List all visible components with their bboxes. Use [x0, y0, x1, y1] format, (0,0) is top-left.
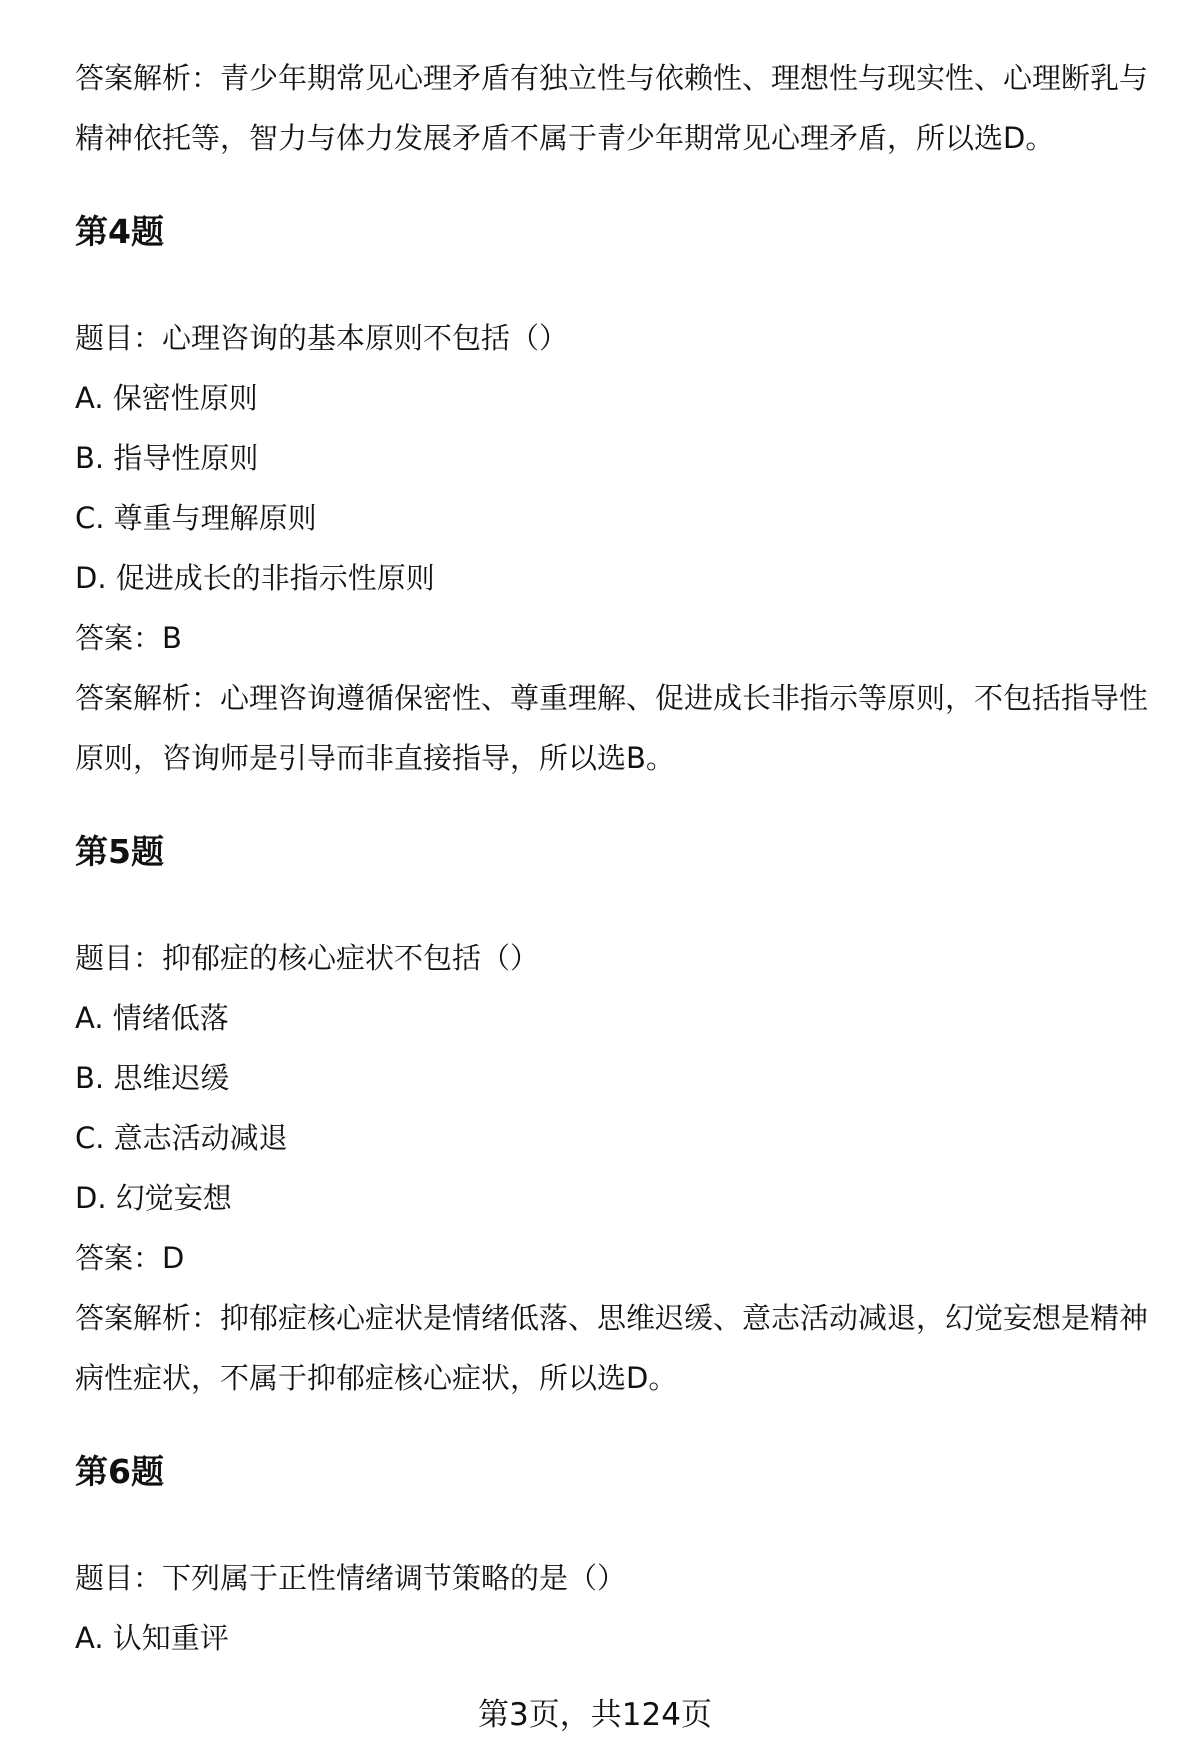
page-footer: 第3页，共124页 — [478, 1697, 712, 1733]
question-stem: 题目：心理咨询的基本原则不包括（） — [75, 321, 569, 355]
answer-explanation: 答案解析：心理咨询遵循保密性、尊重理解、促进成长非指示等原则，不包括指导性原则，咨询师是引导而非直接指导，所以选B。 — [75, 681, 1149, 775]
question-6 — [75, 1450, 1175, 1668]
question-stem: 题目：抑郁症的核心症状不包括（） — [75, 941, 540, 975]
question-heading: 第4题 — [75, 212, 164, 251]
question-stem: 题目：下列属于正性情绪调节策略的是（） — [75, 1561, 627, 1595]
option-d: D. 促进成长的非指示性原则 — [75, 561, 435, 595]
answer: 答案：B — [75, 621, 182, 655]
question-heading: 第5题 — [75, 832, 164, 871]
previous-answer-explanation: 答案解析：青少年期常见心理矛盾有独立性与依赖性、理想性与现实性、心理断乳与精神依托等，智力与体力发展矛盾不属于青少年期常见心理矛盾，所以选D。 — [75, 61, 1149, 155]
answer: 答案：D — [75, 1241, 185, 1275]
option-b: B. 思维迟缓 — [75, 1061, 230, 1095]
option-c: C. 尊重与理解原则 — [75, 501, 317, 535]
page-content — [75, 48, 1175, 1668]
question-5 — [75, 830, 1175, 1408]
option-a: A. 保密性原则 — [75, 381, 258, 415]
option-c: C. 意志活动减退 — [75, 1121, 288, 1155]
option-d: D. 幻觉妄想 — [75, 1181, 232, 1215]
option-a: A. 认知重评 — [75, 1621, 229, 1655]
option-a: A. 情绪低落 — [75, 1001, 229, 1035]
question-4 — [75, 210, 1175, 788]
question-heading: 第6题 — [75, 1452, 164, 1491]
answer-explanation: 答案解析：抑郁症核心症状是情绪低落、思维迟缓、意志活动减退，幻觉妄想是精神病性症状，不属于抑郁症核心症状，所以选D。 — [75, 1301, 1149, 1395]
option-b: B. 指导性原则 — [75, 441, 259, 475]
